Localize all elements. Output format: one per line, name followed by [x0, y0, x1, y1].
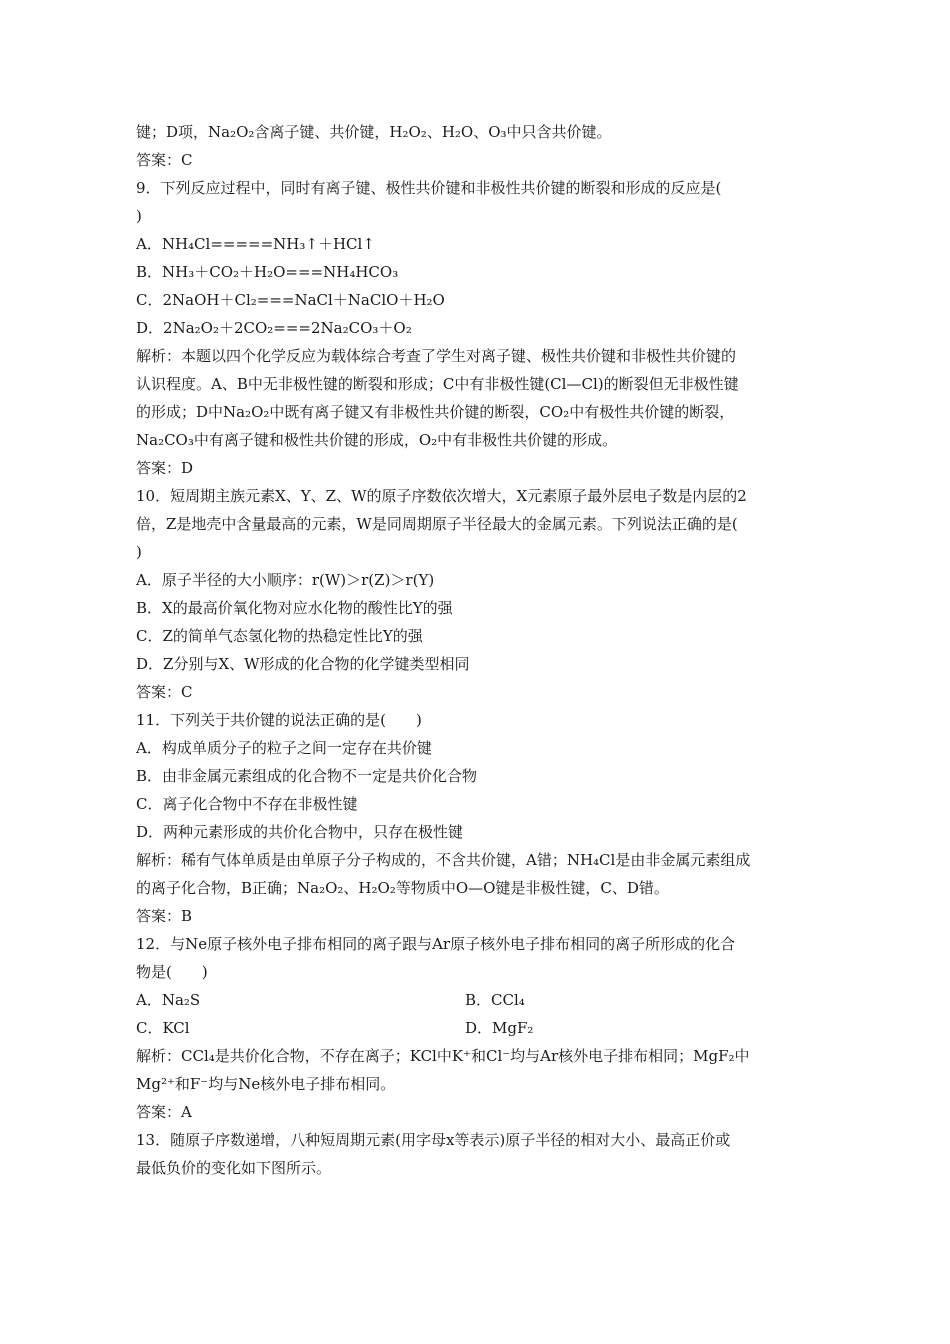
option-line: B．X的最高价氧化物对应水化物的酸性比Y的强 [136, 599, 453, 617]
option-line: B．NH₃＋CO₂＋H₂O===NH₄HCO₃ [136, 263, 399, 281]
question-line: 9．下列反应过程中，同时有离子键、极性共价键和非极性共价键的断裂和形成的反应是( [136, 179, 722, 197]
option-line: C．Z的简单气态氢化物的热稳定性比Y的强 [136, 627, 423, 645]
option-line: A．构成单质分子的粒子之间一定存在共价键 [136, 739, 432, 757]
question-line: 11．下列关于共价键的说法正确的是( ) [136, 711, 422, 729]
question-line: 10．短周期主族元素X、Y、Z、W的原子序数依次增大，X元素原子最外层电子数是内层的2 [136, 487, 747, 505]
answer-line: 答案：C [136, 683, 193, 701]
analysis-line: 认识程度。A、B中无非极性键的断裂和形成；C中有非极性键(Cl—Cl)的断裂但无非极性键 [136, 375, 739, 393]
option-line: A．Na₂S [136, 991, 201, 1009]
answer-line: 答案：B [136, 907, 193, 925]
option-line: B．CCl₄ [465, 991, 525, 1009]
text-line: ) [136, 207, 142, 225]
answer-line: 答案：C [136, 151, 193, 169]
option-line: D．MgF₂ [465, 1019, 534, 1037]
question-line: 13．随原子序数递增，八种短周期元素(用字母x等表示)原子半径的相对大小、最高正价或 [136, 1131, 731, 1149]
question-line: 最低负价的变化如下图所示。 [136, 1159, 332, 1177]
option-line: C．KCl [136, 1019, 190, 1037]
analysis-line: Na₂CO₃中有离子键和极性共价键的形成，O₂中有非极性共价键的形成。 [136, 431, 618, 449]
analysis-line: 的形成；D中Na₂O₂中既有离子键又有非极性共价键的断裂，CO₂中有极性共价键的断裂， [136, 403, 735, 421]
analysis-line: Mg²⁺和F⁻均与Ne核外电子排布相同。 [136, 1075, 396, 1093]
question-line: 物是( ) [136, 963, 208, 981]
option-line: D．2Na₂O₂＋2CO₂===2Na₂CO₃＋O₂ [136, 319, 412, 337]
option-line: D．Z分别与X、W形成的化合物的化学键类型相同 [136, 655, 470, 673]
answer-line: 答案：A [136, 1103, 192, 1121]
analysis-line: 解析：稀有气体单质是由单原子分子构成的，不含共价键，A错；NH₄Cl是由非金属元素组成 [136, 851, 751, 869]
option-line: B．由非金属元素组成的化合物不一定是共价化合物 [136, 767, 478, 785]
answer-line: 答案：D [136, 459, 194, 477]
analysis-line: 的离子化合物，B正确；Na₂O₂、H₂O₂等物质中O—O键是非极性键，C、D错。 [136, 879, 669, 897]
option-line: A．NH₄Cl=====NH₃↑＋HCl↑ [136, 235, 375, 253]
option-line: D．两种元素形成的共价化合物中，只存在极性键 [136, 823, 464, 841]
text-line: ) [136, 543, 142, 561]
text-line: 键；D项，Na₂O₂含离子键、共价键，H₂O₂、H₂O、O₃中只含共价键。 [136, 123, 612, 141]
question-line: 倍，Z是地壳中含量最高的元素，W是同周期原子半径最大的金属元素。下列说法正确的是( [136, 515, 738, 533]
question-line: 12．与Ne原子核外电子排布相同的离子跟与Ar原子核外电子排布相同的离子所形成的化合 [136, 935, 736, 953]
option-line: C．离子化合物中不存在非极性键 [136, 795, 358, 813]
analysis-line: 解析：CCl₄是共价化合物，不存在离子；KCl中K⁺和Cl⁻均与Ar核外电子排布相同；MgF₂中 [136, 1047, 750, 1065]
option-line: A．原子半径的大小顺序：r(W)＞r(Z)＞r(Y) [136, 571, 435, 589]
analysis-line: 解析：本题以四个化学反应为载体综合考查了学生对离子键、极性共价键和非极性共价键的 [136, 347, 737, 365]
option-line: C．2NaOH＋Cl₂===NaCl＋NaClO＋H₂O [136, 291, 445, 309]
